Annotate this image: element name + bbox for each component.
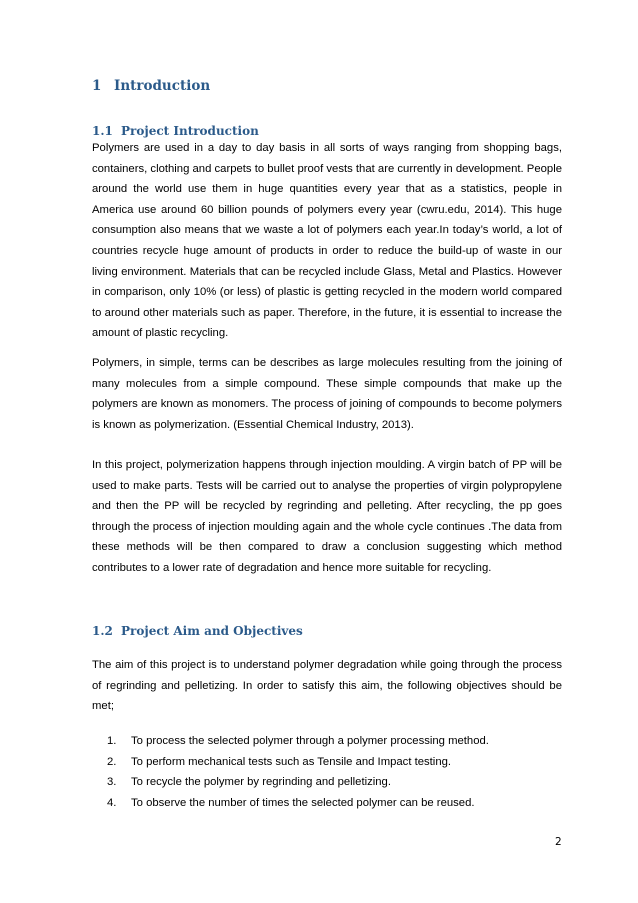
list-item xyxy=(107,752,489,773)
paragraph: In this project, polymerization happens through injection moulding. A virgin batch of PP will be used to make parts. Tests will be carried out to analyse the properties of virgin polypropylene and then the PP will be recycled by regrinding and pelleting. After recycling, the pp goes through the process of injection moulding again and the whole cycle continues .The data from these methods will be then compared to draw a conclusion suggesting which method contributes to a lower rate of degradation and hence more suitable for recycling. xyxy=(92,459,562,574)
list-item xyxy=(107,731,489,752)
list-number: 1. xyxy=(107,735,117,747)
list-number: 2. xyxy=(107,755,117,768)
heading-number: 1.2 xyxy=(92,624,113,638)
list-text: To process the selected polymer through a polymer processing method. xyxy=(131,735,489,747)
list-item xyxy=(107,772,489,793)
heading-title: Project Aim and Objectives xyxy=(121,624,303,638)
list-text: To recycle the polymer by regrinding and pelletizing. xyxy=(131,776,391,788)
paragraph: The aim of this project is to understand polymer degradation while going through the process of regrinding and pelletizing. In order to satisfy this aim, the following objectives should be met; xyxy=(92,659,562,713)
heading-number: 1 xyxy=(92,78,102,94)
list-item xyxy=(107,793,489,814)
heading-number: 1.1 xyxy=(92,124,113,138)
list-number: 3. xyxy=(107,776,117,788)
heading-project-introduction xyxy=(92,124,259,138)
paragraph: Polymers are used in a day to day basis in all sorts of ways ranging from shopping bags, containers, clothing and carpets to bullet proof vests that are currently in development. People around the world use them in huge quantities every year that as a statistics, people in America use around 60 billion pounds of polymers every year (cwru.edu, 2014). This huge consumption also means that we waste a lot of polymers each year.In today’s world, a lot of countries recycle huge amount of products in order to reduce the build-up of waste in our living environment. Materials that can be recycled include Glass, Metal and Plastics. However in comparison, only 10% (or less) of plastic is getting recycled in the modern world compared to around other materials such as paper. Therefore, in the future, it is essential to increase the amount of plastic recycling. xyxy=(92,142,562,340)
list-text: To observe the number of times the selected polymer can be reused. xyxy=(131,796,475,809)
list-text: To perform mechanical tests such as Tensile and Impact testing. xyxy=(131,755,452,768)
heading-title: Introduction xyxy=(114,78,211,94)
heading-aim-objectives xyxy=(92,624,303,638)
objectives-list xyxy=(107,731,489,813)
heading-title: Project Introduction xyxy=(121,124,259,138)
page-number: 2 xyxy=(555,836,562,848)
heading-introduction xyxy=(92,78,210,94)
paragraph: Polymers, in simple, terms can be describes as large molecules resulting from the joining of many molecules from a simple compound. These simple compounds that make up the polymers are known as monomers. The process of joining of compounds to become polymers is known as polymerization. (Essential Chemical Industry, 2013). xyxy=(92,357,562,431)
list-number: 4. xyxy=(107,796,117,809)
